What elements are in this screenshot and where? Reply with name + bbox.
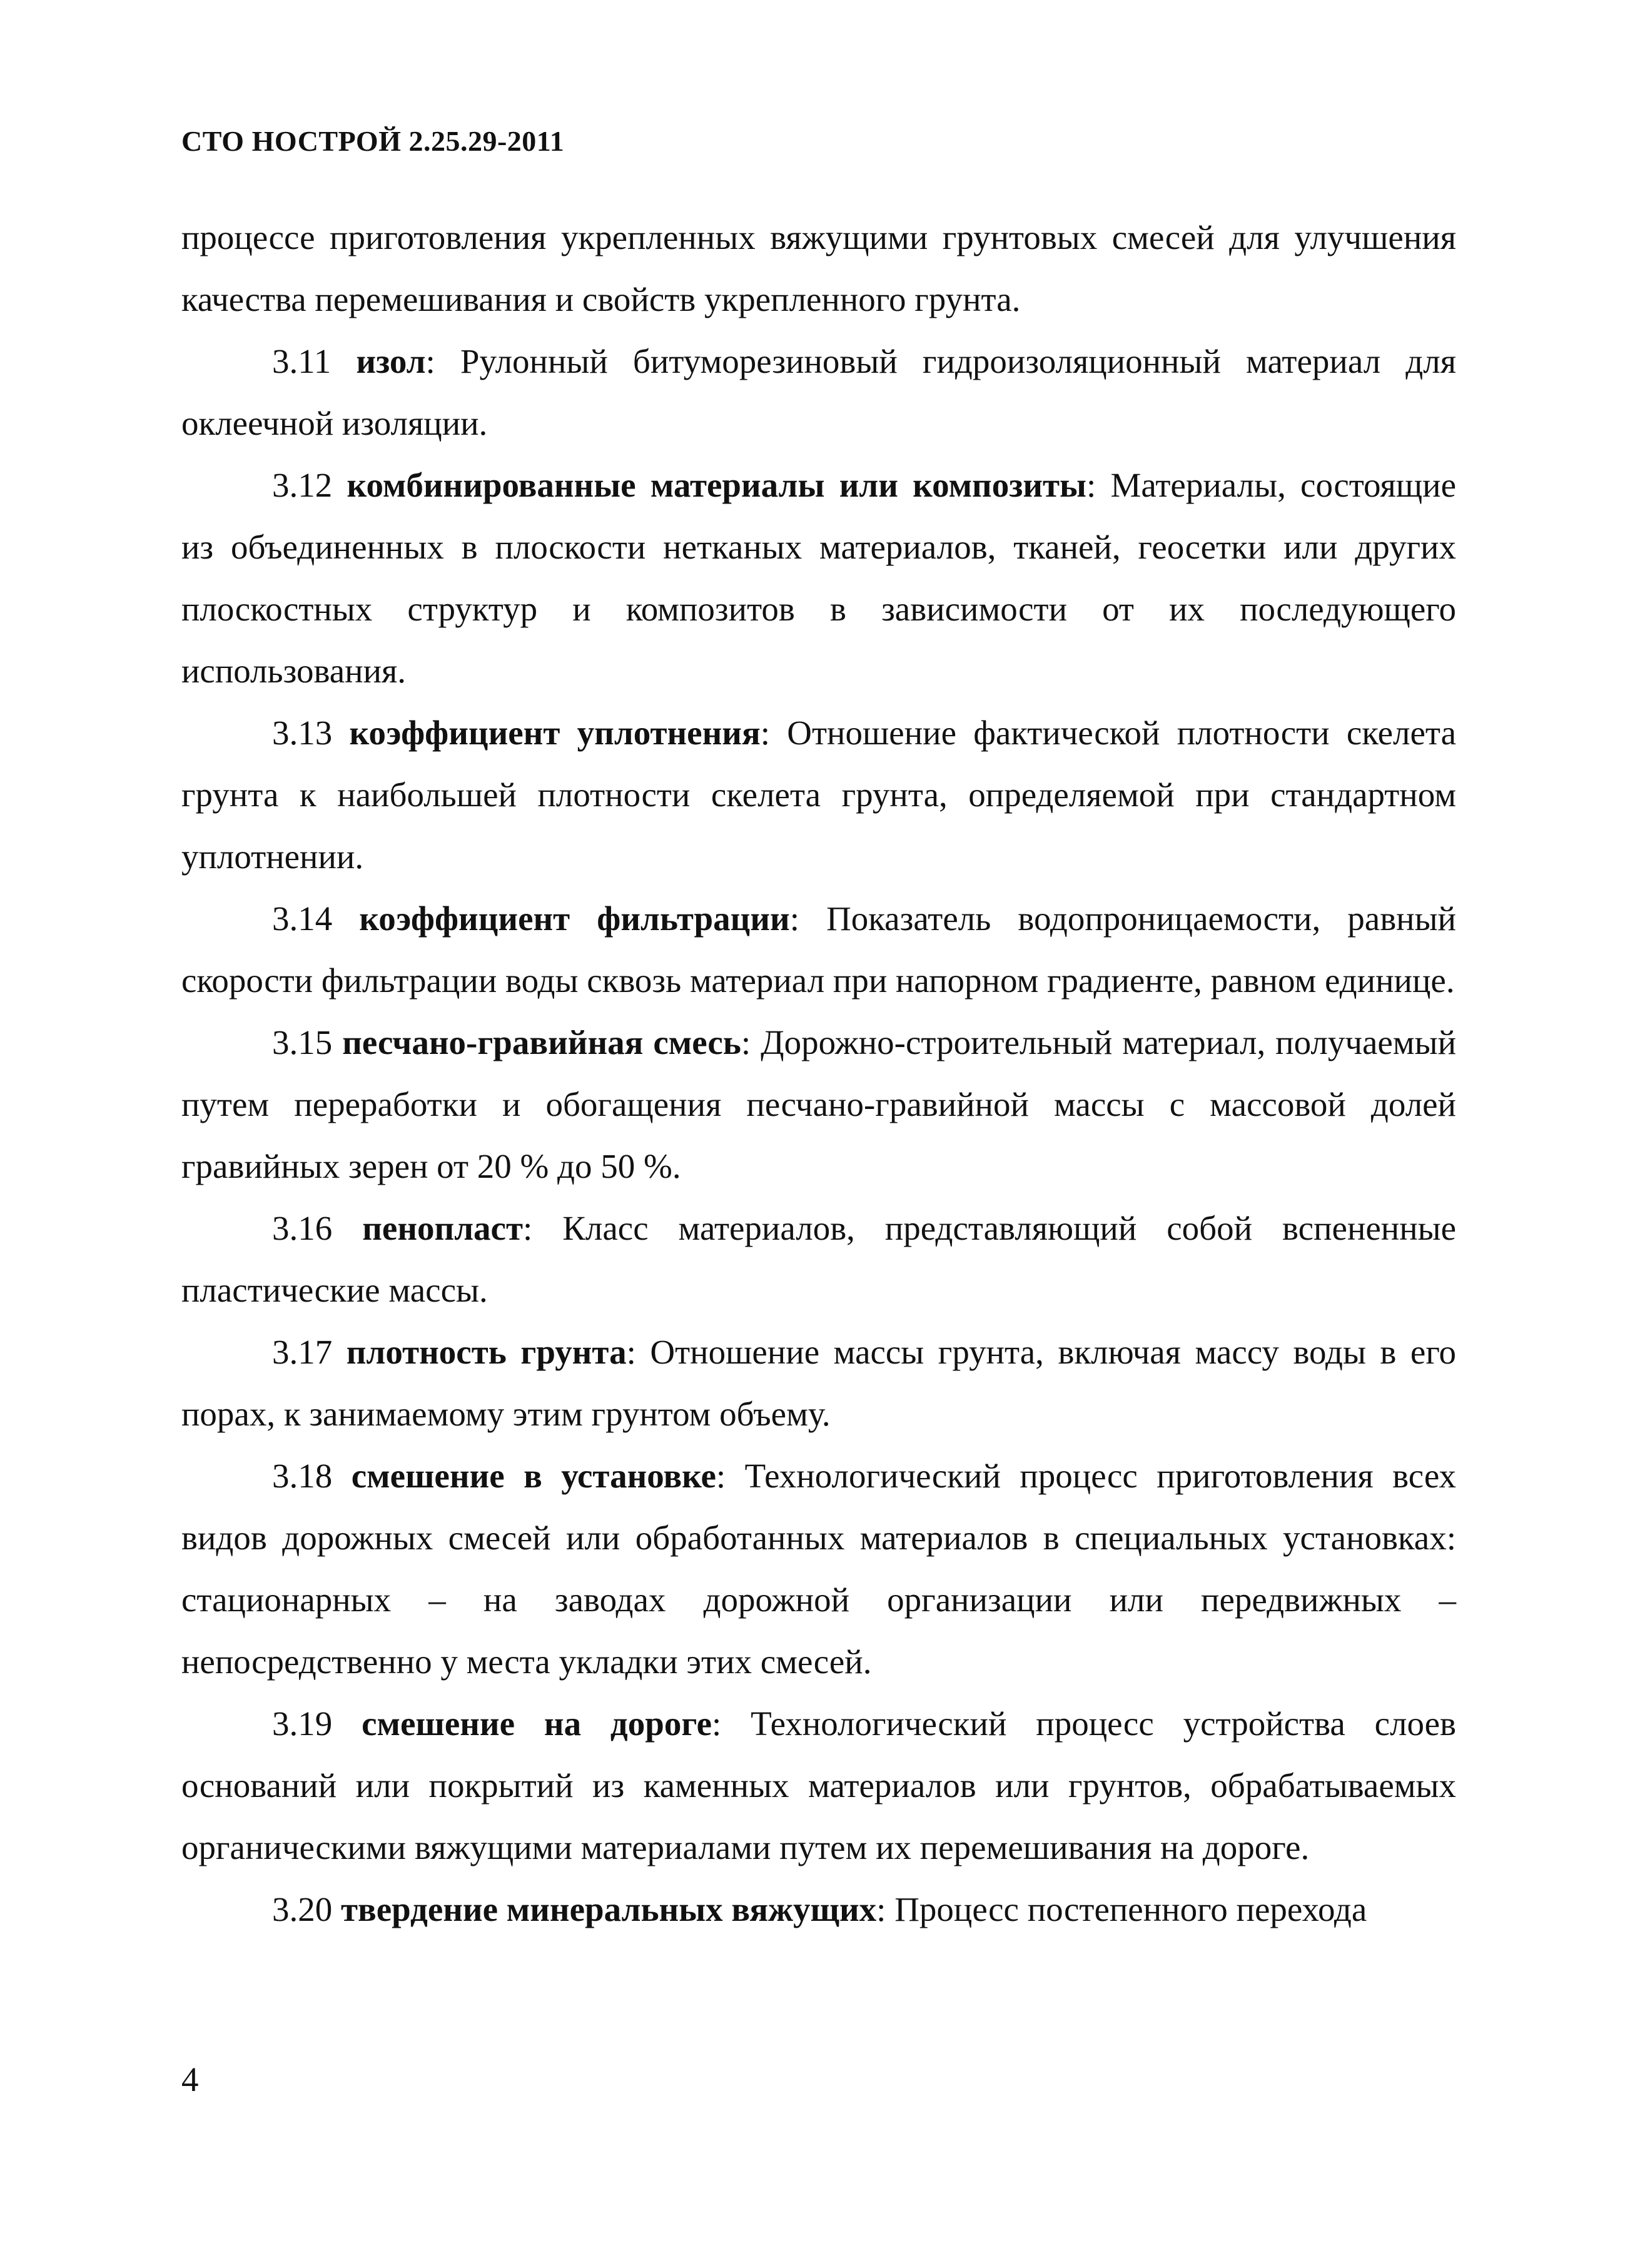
page-number: 4 (181, 2060, 199, 2098)
term-text: Отношение фактической плотности скелета грунта к наибольшей плотности скелета грунта, определяемой при стандартном уплотнении. (181, 714, 1457, 876)
term-name: комбинированные материалы или композиты (347, 466, 1086, 504)
term-definition-3-19 (181, 1693, 1456, 1878)
term-number: 3.19 (272, 1704, 333, 1743)
term-separator: : (522, 1209, 533, 1247)
term-definition-3-14 (181, 888, 1456, 1011)
term-text: Материалы, состоящие из объединенных в плоскости нетканых материалов, тканей, геосетки или других плоскостных структур и композитов в зависимости от их последующего использования. (181, 466, 1456, 690)
term-name: твердение минеральных вяжущих (341, 1890, 877, 1928)
term-name: смешение в установке (351, 1457, 716, 1495)
term-text: Отношение массы грунта, включая массу воды в его порах, к занимаемому этим грунтом объему. (181, 1333, 1457, 1433)
term-definition-3-16 (181, 1197, 1456, 1321)
term-number: 3.11 (272, 342, 332, 380)
term-definition-3-17 (181, 1321, 1456, 1445)
term-number: 3.15 (272, 1023, 333, 1061)
term-number: 3.13 (272, 714, 333, 752)
term-number: 3.18 (272, 1457, 333, 1495)
term-separator: : (1086, 466, 1096, 504)
term-separator: : (716, 1457, 726, 1495)
term-name: коэффициент уплотнения (349, 714, 761, 752)
term-name: пенопласт (362, 1209, 523, 1247)
term-separator: : (425, 342, 435, 380)
term-number: 3.16 (272, 1209, 333, 1247)
term-separator: : (712, 1704, 722, 1743)
term-definition-3-13 (181, 702, 1456, 888)
term-text: Технологический процесс приготовления всех видов дорожных смесей или обработанных материалов в специальных установках: стационарных – на заводах дорожной организации или передвижных – непосредственно у места укладки этих смесей. (181, 1457, 1457, 1681)
term-text: Класс материалов, представляющий собой вспененные пластические массы. (181, 1209, 1457, 1309)
term-definition-3-20 (181, 1878, 1456, 1940)
term-number: 3.14 (272, 899, 333, 938)
term-number: 3.20 (272, 1890, 333, 1928)
paragraph-continuation (181, 206, 1456, 330)
term-definition-3-12 (181, 454, 1456, 702)
paragraph-text: процессе приготовления укрепленных вяжущими грунтовых смесей для улучшения качества перемешивания и свойств укрепленного грунта. (181, 218, 1456, 318)
term-definition-3-15 (181, 1011, 1456, 1197)
term-name: плотность грунта (346, 1333, 627, 1371)
term-separator: : (760, 714, 770, 752)
term-definition-3-18 (181, 1445, 1456, 1693)
term-definition-3-11 (181, 330, 1456, 454)
term-separator: : (789, 899, 799, 938)
document-body (181, 206, 1456, 1940)
term-number: 3.17 (272, 1333, 333, 1371)
term-text: Процесс постепенного перехода (894, 1890, 1367, 1928)
term-name: смешение на дороге (362, 1704, 712, 1743)
term-text: Технологический процесс устройства слоев оснований или покрытий из каменных материалов или грунтов, обрабатываемых органическими вяжущими материалами путем их перемешивания на дороге. (181, 1704, 1457, 1866)
term-separator: : (741, 1023, 751, 1061)
term-separator: : (626, 1333, 636, 1371)
term-number: 3.12 (272, 466, 333, 504)
term-name: песчано-гравийная смесь (342, 1023, 741, 1061)
document-header: СТО НОСТРОЙ 2.25.29-2011 (181, 125, 565, 157)
term-text: Дорожно-строительный материал, получаемый путем переработки и обогащения песчано-гравийной массы с массовой долей гравийных зерен от 20 % до 50 %. (181, 1023, 1456, 1185)
term-separator: : (876, 1890, 886, 1928)
term-name: изол (356, 342, 426, 380)
term-name: коэффициент фильтрации (359, 899, 790, 938)
term-text: Показатель водопроницаемости, равный скорости фильтрации воды сквозь материал при напорном градиенте, равном единице. (181, 899, 1456, 1000)
term-text: Рулонный битуморезиновый гидроизоляционный материал для оклеечной изоляции. (181, 342, 1457, 442)
